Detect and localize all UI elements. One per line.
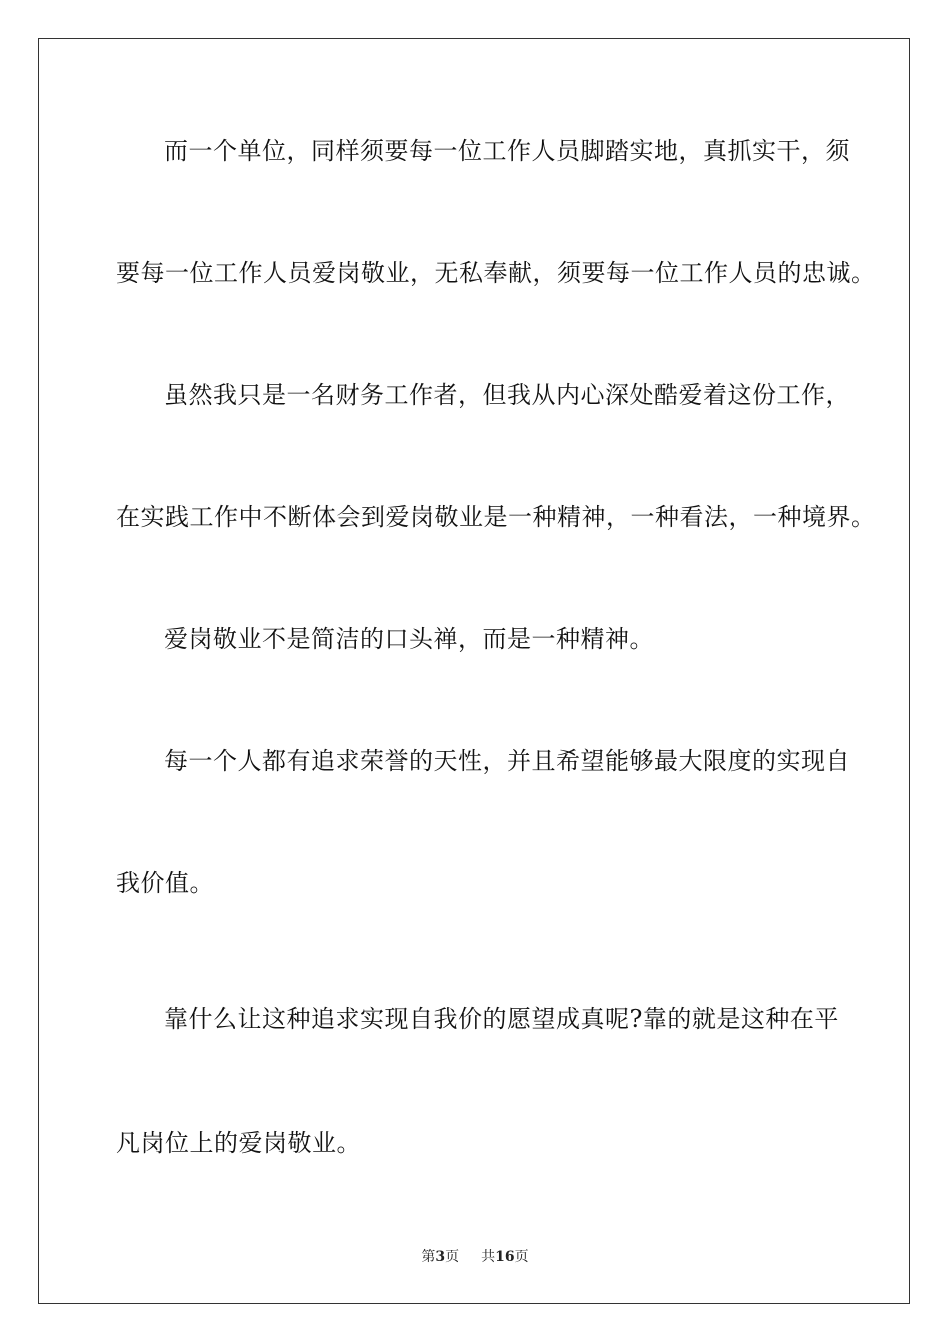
page-suffix: 页 (445, 1249, 460, 1265)
paragraph-line: 爱岗敬业不是简洁的口头禅，而是一种精神。 (164, 625, 654, 653)
paragraph-line: 每一个人都有追求荣誉的天性，并且希望能够最大限度的实现自 (164, 747, 850, 775)
paragraph-line: 要每一位工作人员爱岗敬业，无私奉献，须要每一位工作人员的忠诚。 (116, 259, 876, 287)
page-number: 3 (435, 1249, 446, 1265)
page-border (38, 38, 910, 1304)
total-pages: 16 (495, 1249, 515, 1265)
paragraph-line: 而一个单位，同样须要每一位工作人员脚踏实地，真抓实干，须 (164, 137, 850, 165)
paragraph-line: 在实践工作中不断体会到爱岗敬业是一种精神，一种看法，一种境界。 (116, 503, 876, 531)
paragraph-line: 虽然我只是一名财务工作者，但我从内心深处酷爱着这份工作， (164, 381, 850, 409)
paragraph-line: 靠什么让这种追求实现自我价的愿望成真呢?靠的就是这种在平 (164, 1005, 839, 1033)
page-footer (0, 1248, 950, 1266)
paragraph-line: 我价值。 (116, 869, 214, 897)
total-suffix: 页 (514, 1249, 529, 1265)
paragraph-line: 凡岗位上的爱岗敬业。 (116, 1129, 361, 1157)
total-prefix: 共 (481, 1249, 496, 1265)
page-prefix: 第 (421, 1249, 436, 1265)
